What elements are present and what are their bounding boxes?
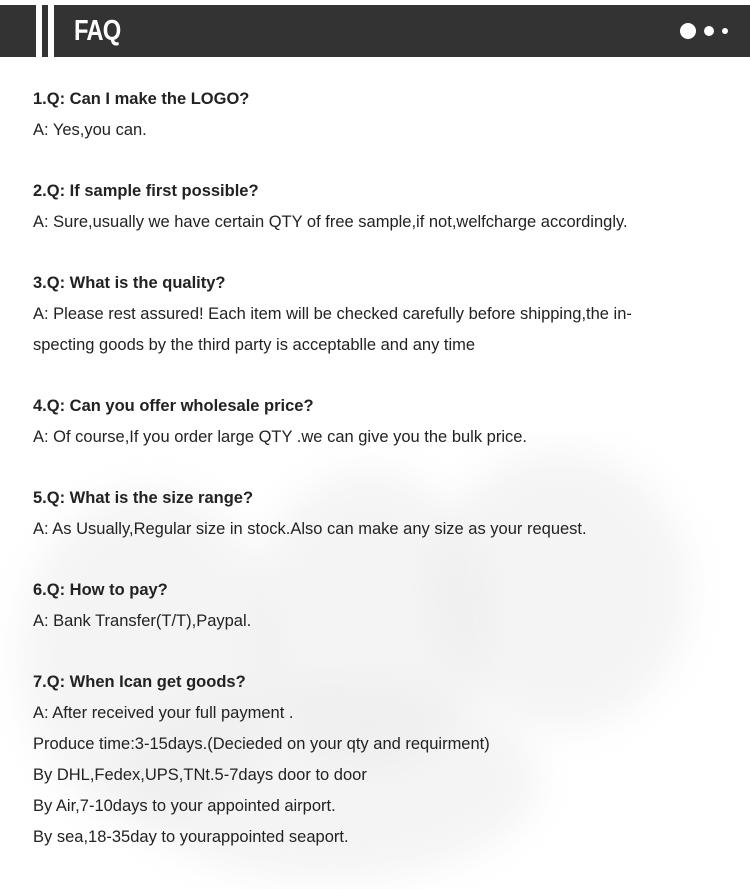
faq-answer-line: A: Please rest assured! Each item will be checked carefully before shipping,the in- <box>33 305 632 323</box>
faq-header <box>0 5 750 57</box>
faq-answer-line: A: Bank Transfer(T/T),Paypal. <box>33 612 252 630</box>
faq-question: 6.Q: How to pay? <box>33 581 168 599</box>
faq-question: 4.Q: Can you offer wholesale price? <box>33 397 314 415</box>
faq-item <box>33 483 723 545</box>
dots-decoration-icon <box>676 5 736 57</box>
faq-answer <box>33 698 723 853</box>
faq-answer-line: A: Of course,If you order large QTY .we can give you the bulk price. <box>33 428 528 446</box>
faq-question: 2.Q: If sample first possible? <box>33 182 259 200</box>
faq-question: 1.Q: Can I make the LOGO? <box>33 90 250 108</box>
faq-answer-line: By DHL,Fedex,UPS,TNt.5-7days door to door <box>33 766 367 784</box>
faq-answer <box>33 606 723 637</box>
faq-item <box>33 84 723 146</box>
faq-answer-line: By Air,7-10days to your appointed airport. <box>33 797 336 815</box>
faq-question: 3.Q: What is the quality? <box>33 274 226 292</box>
faq-item <box>33 391 723 453</box>
faq-answer <box>33 514 723 545</box>
faq-answer-line: Produce time:3-15days.(Decieded on your qty and requirment) <box>33 735 490 753</box>
faq-item <box>33 176 723 238</box>
faq-item <box>33 268 723 361</box>
faq-answer <box>33 422 723 453</box>
faq-item <box>33 575 723 637</box>
faq-answer <box>33 299 723 361</box>
faq-answer-line: By sea,18-35day to yourappointed seaport. <box>33 828 349 846</box>
faq-answer-line: specting goods by the third party is acceptablle and any time <box>33 336 476 354</box>
faq-item <box>33 667 723 853</box>
faq-answer <box>33 207 723 238</box>
faq-answer <box>33 115 723 146</box>
faq-answer-line: A: As Usually,Regular size in stock.Also can make any size as your request. <box>33 520 587 538</box>
faq-answer-line: A: Sure,usually we have certain QTY of free sample,if not,welfcharge accordingly. <box>33 213 628 231</box>
faq-question: 7.Q: When Ican get goods? <box>33 673 246 691</box>
faq-list <box>33 84 723 883</box>
faq-question: 5.Q: What is the size range? <box>33 489 254 507</box>
faq-answer-line: A: After received your full payment . <box>33 704 294 722</box>
page-title: FAQ <box>74 15 121 47</box>
faq-answer-line: A: Yes,you can. <box>33 121 147 139</box>
